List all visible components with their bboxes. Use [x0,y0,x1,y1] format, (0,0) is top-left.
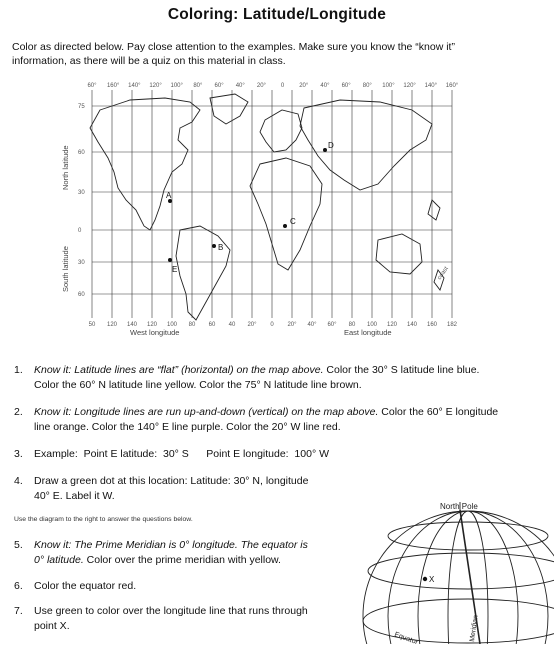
question-text-line-2: Color the 60° N latitude line yellow. Color the 75° N latitude line brown. [34,379,362,391]
bottom-longitude-tick: 60° [327,322,337,328]
question-text: Color the 60° E longitude [378,406,499,418]
top-longitude-tick: 80° [362,83,372,89]
know-it-text-2: 0° latitude. [34,554,84,566]
intro-line-1: Color as directed below. Pay close attention to the examples. Make sure you know the “know it” [12,41,455,53]
point-d-dot [323,148,327,152]
latitude-tick-label: 75 [78,104,85,110]
point-c-dot [283,224,287,228]
continent-outlines [90,94,444,320]
top-longitude-tick: 160° [106,83,120,89]
world-map-svg [60,80,460,350]
question-number: 1. [14,364,23,376]
top-longitude-tick: 80° [193,83,203,89]
globe-diagram [356,496,554,644]
top-longitude-tick: 0 [280,83,285,89]
top-longitude-tick: 20° [256,83,266,89]
map-points [166,141,334,274]
question-text-line-2: point X. [34,620,70,632]
top-longitude-tick: 20° [299,83,309,89]
question-text: Use green to color over the longitude line that runs through [34,605,308,617]
question-number: 5. [14,539,23,551]
point-x-label: X [429,575,435,584]
question-number: 3. [14,448,23,460]
top-longitude-tick: 160° [445,83,459,89]
bottom-longitude-tick: 140 [126,322,138,328]
australia-outline [376,234,422,274]
point-x-dot [423,577,427,581]
diagram-note: Use the diagram to the right to answer the questions below. [14,516,193,523]
island-outline [428,200,440,220]
latitude-tick-label: 30 [78,190,85,196]
question-text: Example: Point E latitude: 30° S Point E longitude: 100° W [34,448,329,460]
know-it-text: Know it: The Prime Meridian is 0° longitude. The equator is [34,539,308,551]
globe-parallel-1 [388,522,548,550]
bottom-longitude-tick: 50 [88,322,96,328]
point-a-label: A [166,191,172,200]
question-7 [14,604,354,636]
north-america-outline [90,98,200,230]
bottom-longitude-tick: 120 [146,322,158,328]
bottom-longitude-tick: 120 [386,322,398,328]
bottom-longitude-tick: 120 [106,322,118,328]
island-label: coast [436,265,450,282]
world-map [60,80,460,350]
bottom-longitude-tick: 20° [247,322,257,328]
question-number: 4. [14,475,23,487]
question-number: 2. [14,406,23,418]
south-latitude-label: South latitude [61,246,70,292]
page-title: Coloring: Latitude/Longitude [167,6,387,23]
point-b-dot [212,244,216,248]
latitude-tick-label: 60 [78,150,85,156]
west-longitude-label: West longitude [130,328,180,337]
question-text: Draw a green dot at this location: Latitude: 30° N, longitude [34,475,309,487]
top-longitude-tick: 60° [87,83,97,89]
south-america-outline [176,226,230,320]
bottom-longitude-tick: 182 [446,322,458,328]
equator-label: Equator [393,631,419,644]
top-longitude-tick: 100° [382,83,395,89]
bottom-longitude-tick: 60 [208,322,216,328]
europe-outline [260,110,302,152]
question-text-line-2: 40° E. Label it W. [34,490,115,502]
point-d-label: D [328,141,334,150]
bottom-longitude-tick: 40 [228,322,236,328]
map-grid [92,90,452,318]
globe-meridian-3 [448,511,488,644]
bottom-longitude-tick: 40° [307,322,317,328]
top-longitude-tick: 40° [320,83,330,89]
question-2 [14,405,544,437]
intro-line-2: information, as there will be a quiz on this material in class. [12,55,286,67]
top-longitude-tick: 100° [170,83,183,89]
bottom-longitude-tick: 100 [366,322,378,328]
point-c-label: C [290,217,296,226]
top-longitude-tick: 120° [403,83,416,89]
know-it-text: Know it: Longitude lines are run up-and-down (vertical) on the map above. [34,406,379,418]
question-4 [14,474,374,506]
question-text: Color the 30° S latitude line blue. [323,364,480,376]
top-longitude-tick: 60° [214,83,224,89]
bottom-longitude-tick: 140 [406,322,418,328]
latitude-tick-label: 0 [78,228,82,234]
top-longitude-tick: 140° [424,83,438,89]
globe-outline [363,511,554,644]
bottom-longitude-tick: 0 [270,322,274,328]
globe-equator-line [363,599,554,643]
intro-text [12,40,542,68]
bottom-longitude-tick: 160 [426,322,438,328]
meridian-label: Meridian [469,614,480,643]
question-number: 7. [14,605,23,617]
africa-outline [250,158,322,270]
bottom-longitude-tick: 80 [188,322,196,328]
top-longitude-tick: 60° [341,83,351,89]
question-number: 6. [14,580,23,592]
bottom-longitude-tick: 80 [348,322,356,328]
question-5 [14,538,354,570]
point-b-label: B [218,243,224,252]
question-text-line-2: line orange. Color the 140° E line purple. Color the 20° W line red. [34,421,341,433]
point-e-label: E [172,265,178,274]
bottom-longitude-tick: 20° [287,322,297,328]
top-longitude-tick: 140° [128,83,141,89]
bottom-longitude-tick: 100 [166,322,178,328]
globe-meridian-1 [388,511,548,644]
question-6 [14,579,354,595]
point-e-dot [168,258,172,262]
question-1 [14,363,544,395]
question-3 [14,447,544,463]
greenland-outline [210,94,248,124]
globe-svg [356,496,554,644]
north-pole-label: North Pole [440,502,478,511]
question-text: Color the equator red. [34,580,137,592]
know-it-text: Know it: Latitude lines are “flat” (horizontal) on the map above. [34,364,324,376]
north-latitude-label: North latitude [61,145,70,190]
latitude-tick-label: 30 [78,260,85,266]
question-text: Color over the prime meridian with yellow. [83,554,281,566]
globe-lines [363,502,554,644]
map-ticks [78,83,459,328]
east-longitude-label: East longitude [344,328,392,337]
top-longitude-tick: 120° [149,83,162,89]
latitude-tick-label: 60 [78,292,85,298]
top-longitude-tick: 40° [235,83,245,89]
